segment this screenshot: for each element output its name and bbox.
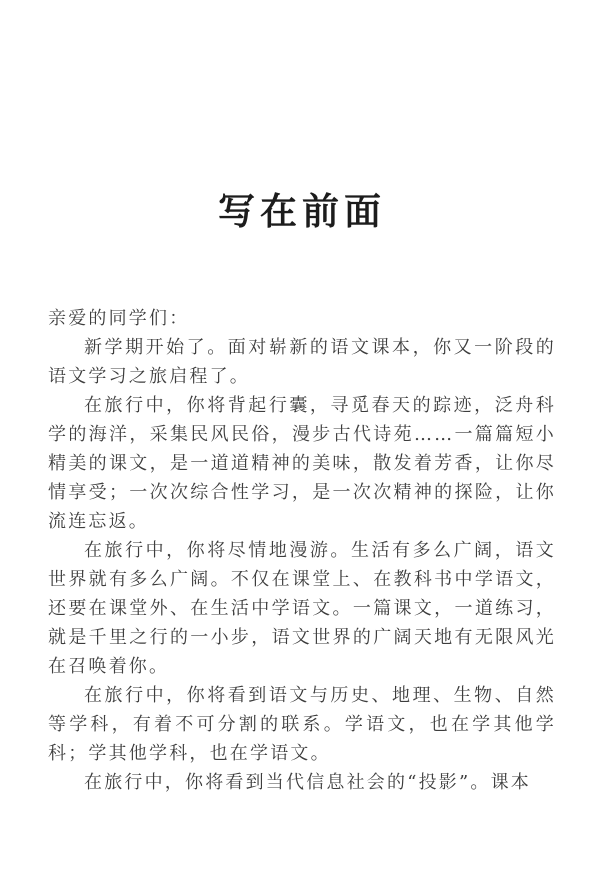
paragraph: 新学期开始了。面对崭新的语文课本，你又一阶段的语文学习之旅启程了。 — [48, 337, 556, 387]
page-title: 写在前面 — [218, 190, 386, 233]
salutation-line: 亲爱的同学们： — [48, 308, 190, 329]
paragraph: 在旅行中，你将背起行囊，寻觅春天的踪迹，泛舟科学的海洋，采集民风民俗，漫步古代诗苑……一篇篇短小精美的课文，是一道道精神的美味，散发着芳香，让你尽情享受；一次次综合性学习，是一次次精神的探险，让你流连忘返。 — [48, 395, 556, 532]
paragraph: 在旅行中，你将看到当代信息社会的“投影”。课本 — [84, 772, 532, 793]
paragraph: 在旅行中，你将尽情地漫游。生活有多么广阔，语文世界就有多么广阔。不仅在课堂上、在教科书中学语文，还要在课堂外、在生活中学语文。一篇课文，一道练习，就是千里之行的一小步，语文世界的广阔天地有无限风光在召唤着你。 — [48, 540, 556, 677]
paragraphs-container — [48, 333, 556, 797]
paragraph: 在旅行中，你将看到语文与历史、地理、生物、自然等学科，有着不可分割的联系。学语文，也在学其他学科；学其他学科，也在学语文。 — [48, 685, 556, 764]
preface-body — [48, 304, 556, 797]
